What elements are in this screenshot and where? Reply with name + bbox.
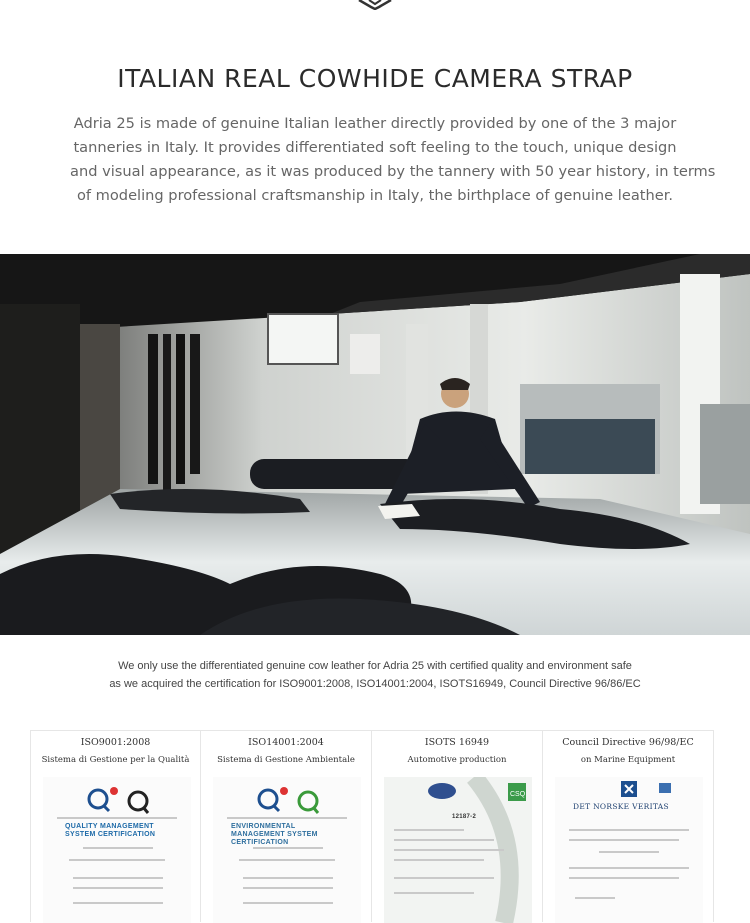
document-text-line: [73, 902, 163, 904]
document-text-line: [569, 867, 689, 869]
certificate-document: [384, 777, 532, 923]
document-text-line: [394, 849, 504, 851]
document-text-line: [69, 859, 165, 861]
document-text-line: [394, 892, 474, 894]
section-title: ITALIAN REAL COWHIDE CAMERA STRAP: [117, 64, 633, 93]
certificate-card-isots16949: [372, 730, 543, 922]
certificate-card-council-directive: [543, 730, 714, 922]
document-text-line: [599, 851, 659, 853]
document-text-line: [569, 877, 679, 879]
certification-note-line: as we acquired the certification for ISO9001:2008, ISO14001:2004, ISOTS16949, Council Directive 96/86/EC: [109, 678, 641, 690]
document-text-line: [73, 877, 163, 879]
certificate-name: Council Directive 96/98/EC: [562, 737, 694, 748]
document-text-line: [253, 847, 323, 849]
certificate-name: ISO14001:2004: [248, 737, 324, 748]
certificate-heading: DET NORSKE VERITAS: [573, 802, 669, 811]
document-text-line: [243, 877, 333, 879]
svg-text:CSQ: CSQ: [510, 791, 526, 798]
certificate-document: [555, 777, 703, 923]
document-text-line: [239, 859, 335, 861]
certificate-grid: [30, 730, 716, 922]
document-text-line: [243, 902, 333, 904]
certificate-card-iso9001: [30, 730, 201, 922]
certificate-heading: ENVIRONMENTAL MANAGEMENT SYSTEM CERTIFICATION: [231, 823, 318, 846]
intro-line: Adria 25 is made of genuine Italian leather directly provided by one of the 3 major: [73, 115, 677, 132]
intro-line: and visual appearance, as it was produced by the tannery with 50 year history, in terms: [70, 163, 716, 180]
certificate-subtitle: on Marine Equipment: [580, 755, 676, 765]
document-text-line: [394, 829, 464, 831]
document-text-line: [227, 817, 347, 819]
certificate-subtitle: Sistema di Gestione per la Qualità: [41, 755, 190, 765]
certification-note: [0, 657, 750, 693]
certificate-document: [43, 777, 191, 923]
document-text-line: [569, 829, 689, 831]
certificate-heading: QUALITY MANAGEMENT SYSTEM CERTIFICATION: [65, 823, 156, 838]
intro-line: of modeling professional craftsmanship in Italy, the birthplace of genuine leather.: [76, 187, 674, 204]
certification-note-line: We only use the differentiated genuine cow leather for Adria 25 with certified quality and environment safe: [118, 660, 632, 672]
document-text-line: [394, 877, 494, 879]
intro-line: tanneries in Italy. It provides differentiated soft feeling to the touch, unique design: [73, 139, 677, 156]
certificate-subtitle: Sistema di Gestione Ambientale: [217, 755, 355, 765]
intro-paragraph: [70, 112, 716, 208]
document-text-line: [569, 839, 679, 841]
document-text-line: [575, 897, 615, 899]
document-text-line: [394, 859, 484, 861]
tannery-photo: [0, 254, 750, 635]
certificate-subtitle: Automotive production: [407, 755, 507, 765]
document-text-line: [57, 817, 177, 819]
certificate-card-iso14001: [201, 730, 372, 922]
certification-seal-icon: [555, 777, 703, 923]
certificate-name: ISO9001:2008: [80, 737, 151, 748]
certificate-name: ISOTS 16949: [424, 737, 490, 748]
document-text-line: [394, 839, 494, 841]
document-text-line: [73, 887, 163, 889]
document-text-line: [243, 887, 333, 889]
brand-mark-icon: [353, 0, 397, 10]
document-text-line: [83, 847, 153, 849]
certificate-document: [213, 777, 361, 923]
tannery-illustration: [0, 254, 750, 635]
certificate-heading: 12187-2: [452, 814, 477, 820]
